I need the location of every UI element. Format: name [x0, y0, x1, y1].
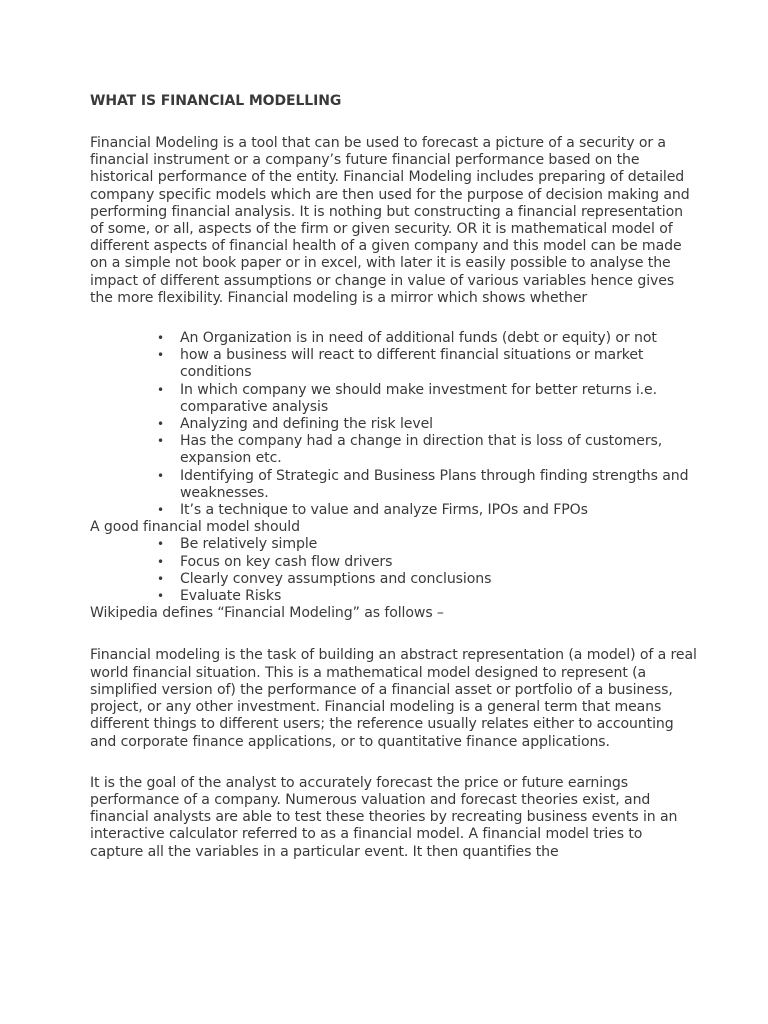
list-item: • In which company we should make investment for better returns i.e. comparative analysis: [180, 382, 698, 416]
list-item: • Clearly convey assumptions and conclusions: [180, 571, 698, 588]
list-item: • how a business will react to different financial situations or market conditions: [180, 347, 698, 381]
intro-paragraph: Financial Modeling is a tool that can be used to forecast a picture of a security or a financial instrument or a company’s future financial performance based on the historical performance of the entity. Financial Modeling includes preparing of detailed company specific models which are then used for the purpose of decision making and performing financial analysis. It is nothing but constructing a financial representation of some, or all, aspects of the firm or given security. OR it is mathematical model of different aspects of financial health of a given company and this model can be made on a simple not book paper or in excel, with later it is easily possible to analyse the impact of different assumptions or change in value of various variables hence gives the more flexibility. Financial modeling is a mirror which shows whether: [90, 135, 690, 306]
list-item: • An Organization is in need of additional funds (debt or equity) or not: [180, 330, 698, 347]
wikipedia-line: Wikipedia defines “Financial Modeling” as follows –: [90, 605, 444, 622]
list-item: • Be relatively simple: [180, 536, 698, 553]
list-item: • It’s a technique to value and analyze Firms, IPOs and FPOs: [180, 502, 698, 519]
list-item: • Analyzing and defining the risk level: [180, 416, 698, 433]
good-model-list: [90, 536, 698, 605]
list-item: • Focus on key cash flow drivers: [180, 554, 698, 571]
goal-paragraph: It is the goal of the analyst to accurately forecast the price or future earnings performance of a company. Numerous valuation and forecast theories exist, and financial analysts are able to test these theories by recreating business events in an interactive calculator referred to as a financial model. A financial model tries to capture all the variables in a particular event. It then quantifies the: [90, 774, 678, 860]
good-model-heading: A good financial model should: [90, 519, 300, 536]
list-item: • Has the company had a change in direction that is loss of customers, expansion etc.: [180, 433, 698, 467]
definition-paragraph: Financial modeling is the task of building an abstract representation (a model) of a real world financial situation. This is a mathematical model designed to represent (a simplified version of) the performance of a financial asset or portfolio of a business, project, or any other investment. Financial modeling is a general term that means different things to different users; the reference usually relates either to accounting and corporate finance applications, or to quantitative finance applications.: [90, 647, 697, 750]
document-title: WHAT IS FINANCIAL MODELLING: [90, 93, 342, 109]
mirror-list: [90, 330, 698, 519]
list-item: • Evaluate Risks: [180, 588, 698, 605]
list-item: • Identifying of Strategic and Business Plans through finding strengths and weaknesses.: [180, 468, 698, 502]
